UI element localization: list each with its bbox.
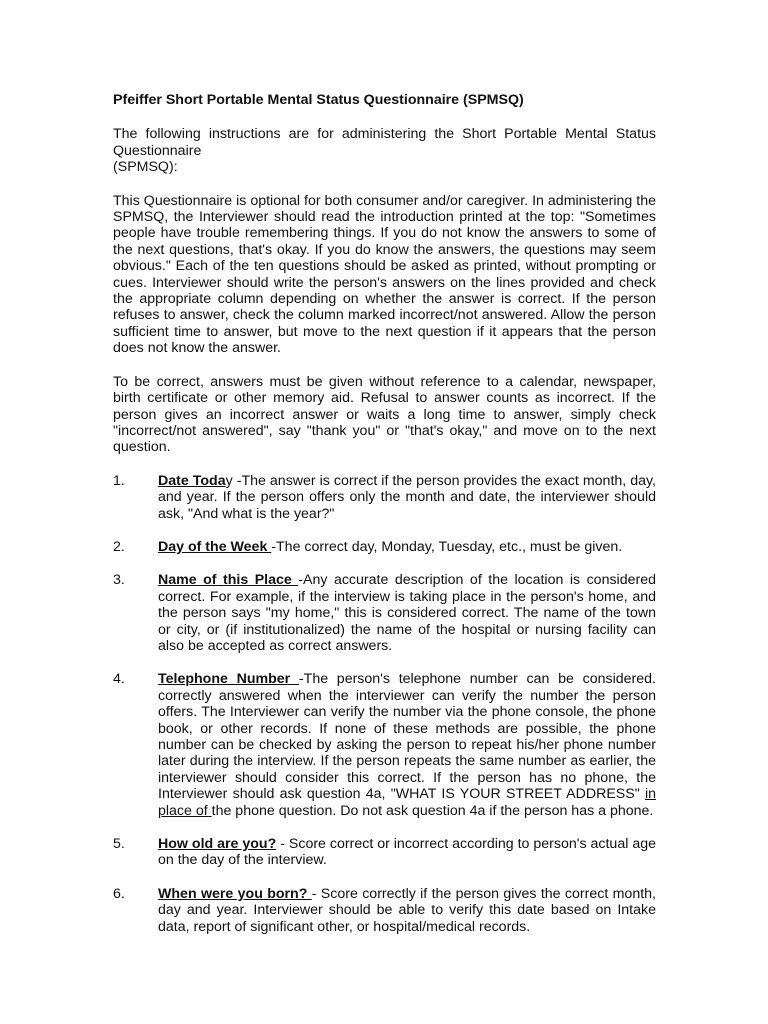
item-text: -Any accurate description of the location is considered correct. For example, if the interview is taking place in the person's home, and the person says "my home," this is considered correct. The name of the town or city, or (if institutionalized) the name of the hospital or nursing facility can also be accepted as correct answers. (158, 572, 656, 654)
question-item-day-of-week (113, 539, 656, 555)
intro-line-1: The following instructions are for administering the Short Portable Mental Status Questionnaire (113, 126, 656, 159)
question-item-telephone-number (113, 671, 656, 819)
document-title: Pfeiffer Short Portable Mental Status Questionnaire (SPMSQ) (113, 92, 524, 108)
item-text: - Score correct or incorrect according to person's actual age on the day of the interview. (158, 836, 656, 869)
intro-paragraph (113, 126, 656, 175)
item-label: Name of this Place (158, 572, 299, 589)
instructions-paragraph: This Questionnaire is optional for both consumer and/or caregiver. In administering the SPMSQ, the Interviewer should read the introduction printed at the top: "Sometimes people have trouble remembering things. If you do not know the answers to some of the next questions, that's okay. If you do know the answers, the questions may seem obvious." Each of the ten questions should be asked as printed, without prompting or cues. Interviewer should write the person's answers on the lines provided and check the appropriate column depending on whether the answer is correct. If the person refuses to answer, check the column marked incorrect/not answered. Allow the person sufficient time to answer, but move to the next question if it appears that the person does not know the answer. (113, 192, 656, 357)
item-label: Day of the Week (158, 538, 272, 555)
question-item-name-of-place (113, 572, 656, 654)
item-label: Date Toda (158, 472, 226, 489)
item-number: 1. (113, 472, 125, 489)
intro-line-2: (SPMSQ): (113, 159, 178, 176)
item-number: 2. (113, 538, 125, 555)
item-label: When were you born? (158, 885, 312, 902)
item-text: - Score correctly if the person gives the correct month, day and year. Interviewer should be able to verify this date based on Intake data, report of significant other, or hospital/medical records. (158, 885, 656, 935)
item-number: 5. (113, 836, 125, 853)
item-number: 3. (113, 572, 125, 589)
question-item-age (113, 836, 656, 869)
item-text: -The person's telephone number can be considered. correctly answered when the interviewer can verify the number the person offers. The Interviewer can verify the number via the phone console, the phone book, or other records. If none of these methods are possible, the phone number can be checked by asking the person to repeat his/her phone number later during the interview. If the person repeats the same number as earlier, the interviewer should consider this correct. If the person has no phone, the Interviewer should ask question 4a, "WHAT IS YOUR STREET ADDRESS" (158, 671, 656, 803)
item-tail-text: the phone question. Do not ask question 4a if the person has a phone. (211, 802, 654, 819)
question-item-date-today (113, 473, 656, 522)
item-label: How old are you? (158, 836, 277, 853)
document-page (113, 92, 656, 952)
item-underlined-text: in place of (158, 786, 656, 819)
item-number: 4. (113, 671, 125, 688)
item-text: y -The answer is correct if the person provides the exact month, day, and year. If the person offers only the month and date, the interviewer should ask, "And what is the year?" (158, 472, 657, 522)
question-item-birth-date (113, 886, 656, 935)
scoring-paragraph: To be correct, answers must be given without reference to a calendar, newspaper, birth certificate or other memory aid. Refusal to answer counts as incorrect. If the person gives an incorrect answer or waits a long time to answer, simply check "incorrect/not answered", say "thank you" or "that's okay," and move on to the next question. (113, 373, 656, 456)
item-number: 6. (113, 885, 125, 902)
item-text: -The correct day, Monday, Tuesday, etc., must be given. (271, 538, 623, 555)
item-label: Telephone Number (158, 671, 299, 688)
